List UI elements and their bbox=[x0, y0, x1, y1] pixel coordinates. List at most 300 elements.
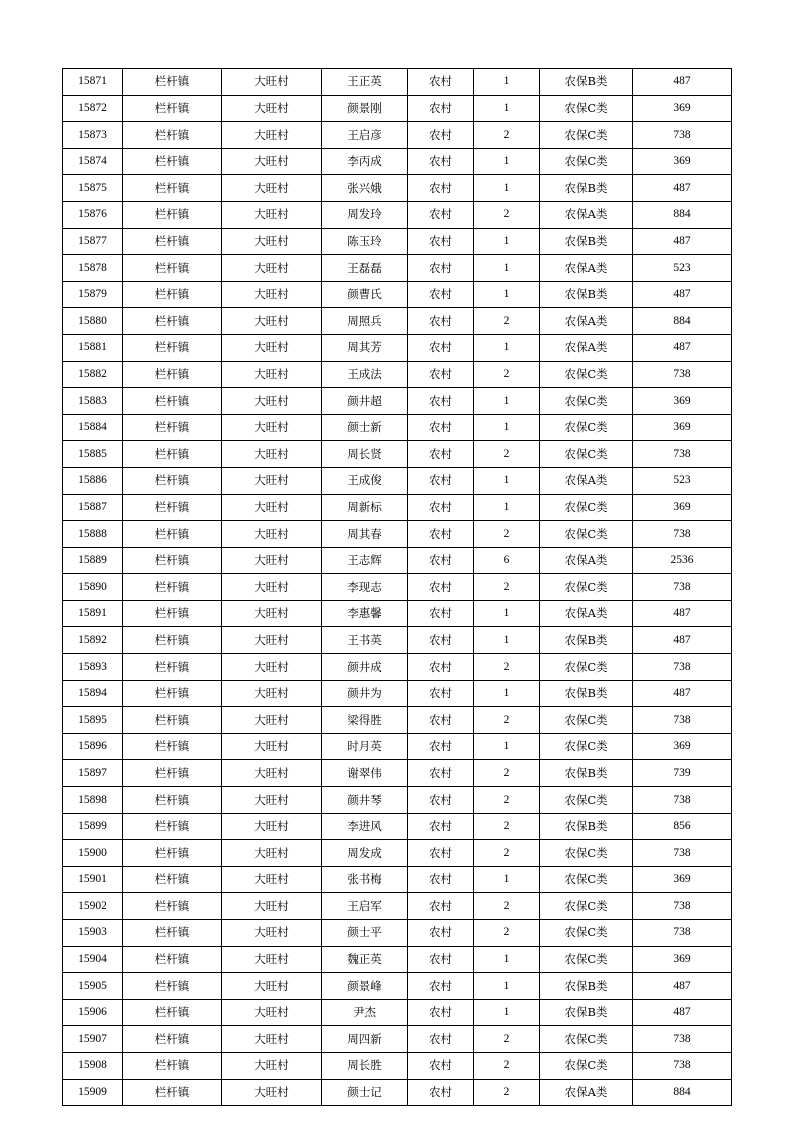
cell-person-count: 1 bbox=[474, 148, 540, 175]
cell-person-name: 颜井为 bbox=[322, 680, 408, 707]
cell-row-id: 15873 bbox=[63, 122, 123, 149]
cell-person-name: 尹杰 bbox=[322, 999, 408, 1026]
cell-category: 农保A类 bbox=[540, 308, 633, 335]
cell-row-id: 15908 bbox=[63, 1052, 123, 1079]
cell-row-id: 15876 bbox=[63, 201, 123, 228]
cell-household-type: 农村 bbox=[408, 574, 474, 601]
cell-township: 栏杆镇 bbox=[123, 308, 222, 335]
cell-amount: 487 bbox=[633, 175, 732, 202]
cell-amount: 738 bbox=[633, 521, 732, 548]
table-row bbox=[63, 441, 732, 468]
cell-village: 大旺村 bbox=[222, 201, 322, 228]
cell-row-id: 15893 bbox=[63, 654, 123, 681]
cell-person-count: 2 bbox=[474, 574, 540, 601]
cell-category: 农保C类 bbox=[540, 494, 633, 521]
cell-category: 农保B类 bbox=[540, 760, 633, 787]
cell-person-name: 时月英 bbox=[322, 733, 408, 760]
table-row bbox=[63, 95, 732, 122]
cell-township: 栏杆镇 bbox=[123, 760, 222, 787]
cell-township: 栏杆镇 bbox=[123, 361, 222, 388]
cell-household-type: 农村 bbox=[408, 707, 474, 734]
cell-person-name: 颜景刚 bbox=[322, 95, 408, 122]
cell-township: 栏杆镇 bbox=[123, 654, 222, 681]
cell-village: 大旺村 bbox=[222, 122, 322, 149]
cell-person-name: 周长贤 bbox=[322, 441, 408, 468]
cell-household-type: 农村 bbox=[408, 494, 474, 521]
cell-amount: 487 bbox=[633, 228, 732, 255]
cell-category: 农保C类 bbox=[540, 574, 633, 601]
cell-household-type: 农村 bbox=[408, 361, 474, 388]
cell-amount: 487 bbox=[633, 627, 732, 654]
cell-village: 大旺村 bbox=[222, 680, 322, 707]
table-row bbox=[63, 787, 732, 814]
cell-category: 农保B类 bbox=[540, 69, 633, 96]
table-row bbox=[63, 69, 732, 96]
cell-person-name: 张书梅 bbox=[322, 866, 408, 893]
table-row bbox=[63, 334, 732, 361]
cell-amount: 738 bbox=[633, 1052, 732, 1079]
cell-household-type: 农村 bbox=[408, 201, 474, 228]
cell-township: 栏杆镇 bbox=[123, 600, 222, 627]
cell-person-name: 周其春 bbox=[322, 521, 408, 548]
cell-category: 农保C类 bbox=[540, 654, 633, 681]
cell-row-id: 15882 bbox=[63, 361, 123, 388]
cell-category: 农保B类 bbox=[540, 680, 633, 707]
cell-village: 大旺村 bbox=[222, 787, 322, 814]
cell-village: 大旺村 bbox=[222, 1079, 322, 1106]
cell-person-name: 张兴娥 bbox=[322, 175, 408, 202]
cell-township: 栏杆镇 bbox=[123, 494, 222, 521]
table-row bbox=[63, 973, 732, 1000]
cell-township: 栏杆镇 bbox=[123, 840, 222, 867]
cell-row-id: 15909 bbox=[63, 1079, 123, 1106]
cell-row-id: 15897 bbox=[63, 760, 123, 787]
table-row bbox=[63, 467, 732, 494]
table-body bbox=[63, 69, 732, 1106]
cell-category: 农保C类 bbox=[540, 521, 633, 548]
cell-township: 栏杆镇 bbox=[123, 441, 222, 468]
cell-row-id: 15905 bbox=[63, 973, 123, 1000]
cell-person-name: 王成俊 bbox=[322, 467, 408, 494]
cell-amount: 523 bbox=[633, 467, 732, 494]
cell-amount: 369 bbox=[633, 866, 732, 893]
cell-person-count: 2 bbox=[474, 521, 540, 548]
cell-amount: 738 bbox=[633, 1026, 732, 1053]
cell-person-name: 王志辉 bbox=[322, 547, 408, 574]
cell-village: 大旺村 bbox=[222, 627, 322, 654]
cell-village: 大旺村 bbox=[222, 441, 322, 468]
cell-village: 大旺村 bbox=[222, 1026, 322, 1053]
cell-row-id: 15892 bbox=[63, 627, 123, 654]
table-row bbox=[63, 281, 732, 308]
cell-person-name: 陈玉玲 bbox=[322, 228, 408, 255]
cell-category: 农保C类 bbox=[540, 840, 633, 867]
cell-person-name: 周照兵 bbox=[322, 308, 408, 335]
cell-township: 栏杆镇 bbox=[123, 866, 222, 893]
cell-person-count: 1 bbox=[474, 494, 540, 521]
cell-village: 大旺村 bbox=[222, 707, 322, 734]
cell-category: 农保C类 bbox=[540, 733, 633, 760]
cell-household-type: 农村 bbox=[408, 654, 474, 681]
cell-village: 大旺村 bbox=[222, 600, 322, 627]
cell-household-type: 农村 bbox=[408, 840, 474, 867]
cell-household-type: 农村 bbox=[408, 813, 474, 840]
cell-category: 农保C类 bbox=[540, 148, 633, 175]
cell-person-count: 1 bbox=[474, 866, 540, 893]
cell-person-name: 周新标 bbox=[322, 494, 408, 521]
cell-amount: 487 bbox=[633, 334, 732, 361]
cell-household-type: 农村 bbox=[408, 973, 474, 1000]
cell-township: 栏杆镇 bbox=[123, 201, 222, 228]
cell-person-name: 周发玲 bbox=[322, 201, 408, 228]
cell-person-count: 1 bbox=[474, 627, 540, 654]
cell-amount: 738 bbox=[633, 920, 732, 947]
cell-category: 农保C类 bbox=[540, 787, 633, 814]
cell-household-type: 农村 bbox=[408, 946, 474, 973]
cell-category: 农保A类 bbox=[540, 334, 633, 361]
cell-amount: 738 bbox=[633, 574, 732, 601]
cell-village: 大旺村 bbox=[222, 840, 322, 867]
cell-category: 农保C类 bbox=[540, 95, 633, 122]
cell-person-count: 1 bbox=[474, 388, 540, 415]
cell-amount: 487 bbox=[633, 680, 732, 707]
cell-amount: 487 bbox=[633, 281, 732, 308]
cell-person-count: 1 bbox=[474, 228, 540, 255]
cell-category: 农保C类 bbox=[540, 893, 633, 920]
cell-township: 栏杆镇 bbox=[123, 813, 222, 840]
cell-row-id: 15904 bbox=[63, 946, 123, 973]
cell-row-id: 15883 bbox=[63, 388, 123, 415]
cell-household-type: 农村 bbox=[408, 733, 474, 760]
table-row bbox=[63, 707, 732, 734]
cell-household-type: 农村 bbox=[408, 1026, 474, 1053]
cell-township: 栏杆镇 bbox=[123, 175, 222, 202]
cell-township: 栏杆镇 bbox=[123, 521, 222, 548]
cell-amount: 856 bbox=[633, 813, 732, 840]
cell-category: 农保A类 bbox=[540, 201, 633, 228]
cell-household-type: 农村 bbox=[408, 893, 474, 920]
cell-township: 栏杆镇 bbox=[123, 148, 222, 175]
cell-row-id: 15881 bbox=[63, 334, 123, 361]
table-row bbox=[63, 175, 732, 202]
cell-person-count: 2 bbox=[474, 1079, 540, 1106]
cell-person-name: 魏正英 bbox=[322, 946, 408, 973]
cell-household-type: 农村 bbox=[408, 69, 474, 96]
cell-category: 农保B类 bbox=[540, 813, 633, 840]
cell-person-count: 1 bbox=[474, 680, 540, 707]
cell-category: 农保A类 bbox=[540, 1079, 633, 1106]
cell-household-type: 农村 bbox=[408, 441, 474, 468]
cell-village: 大旺村 bbox=[222, 733, 322, 760]
cell-person-name: 李丙成 bbox=[322, 148, 408, 175]
cell-row-id: 15871 bbox=[63, 69, 123, 96]
cell-person-name: 颜士新 bbox=[322, 414, 408, 441]
cell-household-type: 农村 bbox=[408, 547, 474, 574]
table-row bbox=[63, 255, 732, 282]
table-row bbox=[63, 122, 732, 149]
cell-household-type: 农村 bbox=[408, 175, 474, 202]
cell-township: 栏杆镇 bbox=[123, 69, 222, 96]
cell-household-type: 农村 bbox=[408, 680, 474, 707]
cell-township: 栏杆镇 bbox=[123, 973, 222, 1000]
cell-amount: 369 bbox=[633, 95, 732, 122]
cell-amount: 487 bbox=[633, 69, 732, 96]
cell-township: 栏杆镇 bbox=[123, 733, 222, 760]
cell-township: 栏杆镇 bbox=[123, 281, 222, 308]
cell-township: 栏杆镇 bbox=[123, 228, 222, 255]
cell-person-count: 1 bbox=[474, 69, 540, 96]
table-row bbox=[63, 866, 732, 893]
cell-person-count: 2 bbox=[474, 920, 540, 947]
cell-amount: 369 bbox=[633, 494, 732, 521]
cell-amount: 369 bbox=[633, 414, 732, 441]
cell-category: 农保B类 bbox=[540, 281, 633, 308]
cell-township: 栏杆镇 bbox=[123, 680, 222, 707]
cell-row-id: 15888 bbox=[63, 521, 123, 548]
cell-row-id: 15887 bbox=[63, 494, 123, 521]
cell-township: 栏杆镇 bbox=[123, 920, 222, 947]
cell-person-name: 王书英 bbox=[322, 627, 408, 654]
cell-row-id: 15898 bbox=[63, 787, 123, 814]
cell-household-type: 农村 bbox=[408, 388, 474, 415]
cell-township: 栏杆镇 bbox=[123, 1079, 222, 1106]
cell-category: 农保C类 bbox=[540, 946, 633, 973]
cell-household-type: 农村 bbox=[408, 148, 474, 175]
cell-household-type: 农村 bbox=[408, 334, 474, 361]
cell-household-type: 农村 bbox=[408, 600, 474, 627]
cell-person-count: 1 bbox=[474, 95, 540, 122]
cell-village: 大旺村 bbox=[222, 866, 322, 893]
cell-village: 大旺村 bbox=[222, 414, 322, 441]
cell-category: 农保C类 bbox=[540, 414, 633, 441]
cell-person-count: 2 bbox=[474, 893, 540, 920]
cell-village: 大旺村 bbox=[222, 69, 322, 96]
cell-person-count: 2 bbox=[474, 308, 540, 335]
table-row bbox=[63, 654, 732, 681]
table-row bbox=[63, 361, 732, 388]
beneficiary-table bbox=[62, 68, 732, 1106]
table-row bbox=[63, 999, 732, 1026]
table-row bbox=[63, 760, 732, 787]
table-row bbox=[63, 201, 732, 228]
cell-category: 农保C类 bbox=[540, 388, 633, 415]
cell-row-id: 15891 bbox=[63, 600, 123, 627]
cell-person-count: 1 bbox=[474, 467, 540, 494]
cell-township: 栏杆镇 bbox=[123, 388, 222, 415]
cell-township: 栏杆镇 bbox=[123, 787, 222, 814]
cell-person-name: 王成法 bbox=[322, 361, 408, 388]
cell-village: 大旺村 bbox=[222, 946, 322, 973]
cell-person-count: 1 bbox=[474, 414, 540, 441]
cell-category: 农保B类 bbox=[540, 627, 633, 654]
cell-amount: 738 bbox=[633, 893, 732, 920]
cell-person-count: 1 bbox=[474, 334, 540, 361]
cell-village: 大旺村 bbox=[222, 547, 322, 574]
cell-village: 大旺村 bbox=[222, 760, 322, 787]
cell-person-count: 2 bbox=[474, 840, 540, 867]
cell-household-type: 农村 bbox=[408, 122, 474, 149]
cell-amount: 369 bbox=[633, 946, 732, 973]
table-row bbox=[63, 388, 732, 415]
cell-row-id: 15885 bbox=[63, 441, 123, 468]
cell-person-name: 颜井成 bbox=[322, 654, 408, 681]
cell-household-type: 农村 bbox=[408, 467, 474, 494]
cell-row-id: 15879 bbox=[63, 281, 123, 308]
table-row bbox=[63, 840, 732, 867]
table-row bbox=[63, 600, 732, 627]
cell-person-count: 2 bbox=[474, 1052, 540, 1079]
cell-village: 大旺村 bbox=[222, 255, 322, 282]
cell-village: 大旺村 bbox=[222, 920, 322, 947]
cell-household-type: 农村 bbox=[408, 521, 474, 548]
cell-village: 大旺村 bbox=[222, 361, 322, 388]
table-row bbox=[63, 547, 732, 574]
cell-row-id: 15899 bbox=[63, 813, 123, 840]
cell-row-id: 15896 bbox=[63, 733, 123, 760]
table-row bbox=[63, 414, 732, 441]
table-row bbox=[63, 680, 732, 707]
cell-row-id: 15906 bbox=[63, 999, 123, 1026]
cell-person-name: 李现志 bbox=[322, 574, 408, 601]
cell-village: 大旺村 bbox=[222, 893, 322, 920]
cell-amount: 884 bbox=[633, 308, 732, 335]
cell-village: 大旺村 bbox=[222, 308, 322, 335]
cell-amount: 369 bbox=[633, 388, 732, 415]
cell-household-type: 农村 bbox=[408, 281, 474, 308]
cell-category: 农保C类 bbox=[540, 1026, 633, 1053]
cell-village: 大旺村 bbox=[222, 999, 322, 1026]
cell-row-id: 15902 bbox=[63, 893, 123, 920]
cell-township: 栏杆镇 bbox=[123, 627, 222, 654]
cell-household-type: 农村 bbox=[408, 760, 474, 787]
cell-household-type: 农村 bbox=[408, 95, 474, 122]
cell-person-name: 颜景峰 bbox=[322, 973, 408, 1000]
cell-person-name: 李惠馨 bbox=[322, 600, 408, 627]
cell-household-type: 农村 bbox=[408, 255, 474, 282]
cell-person-name: 王正英 bbox=[322, 69, 408, 96]
cell-household-type: 农村 bbox=[408, 1079, 474, 1106]
cell-row-id: 15895 bbox=[63, 707, 123, 734]
cell-household-type: 农村 bbox=[408, 920, 474, 947]
cell-township: 栏杆镇 bbox=[123, 414, 222, 441]
cell-amount: 738 bbox=[633, 361, 732, 388]
cell-row-id: 15889 bbox=[63, 547, 123, 574]
table-row bbox=[63, 946, 732, 973]
cell-amount: 738 bbox=[633, 840, 732, 867]
cell-village: 大旺村 bbox=[222, 813, 322, 840]
cell-township: 栏杆镇 bbox=[123, 707, 222, 734]
cell-person-name: 李进风 bbox=[322, 813, 408, 840]
cell-row-id: 15880 bbox=[63, 308, 123, 335]
cell-amount: 487 bbox=[633, 600, 732, 627]
table-row bbox=[63, 920, 732, 947]
cell-person-name: 周其芳 bbox=[322, 334, 408, 361]
cell-person-count: 2 bbox=[474, 1026, 540, 1053]
cell-village: 大旺村 bbox=[222, 95, 322, 122]
cell-household-type: 农村 bbox=[408, 414, 474, 441]
cell-category: 农保B类 bbox=[540, 228, 633, 255]
cell-person-count: 1 bbox=[474, 175, 540, 202]
cell-person-name: 颜曹氏 bbox=[322, 281, 408, 308]
cell-household-type: 农村 bbox=[408, 866, 474, 893]
cell-village: 大旺村 bbox=[222, 228, 322, 255]
cell-row-id: 15877 bbox=[63, 228, 123, 255]
cell-category: 农保B类 bbox=[540, 999, 633, 1026]
cell-person-name: 颜士记 bbox=[322, 1079, 408, 1106]
cell-person-count: 1 bbox=[474, 973, 540, 1000]
cell-village: 大旺村 bbox=[222, 175, 322, 202]
cell-village: 大旺村 bbox=[222, 494, 322, 521]
cell-village: 大旺村 bbox=[222, 148, 322, 175]
cell-township: 栏杆镇 bbox=[123, 334, 222, 361]
cell-person-name: 王启军 bbox=[322, 893, 408, 920]
cell-amount: 523 bbox=[633, 255, 732, 282]
cell-person-count: 1 bbox=[474, 946, 540, 973]
cell-township: 栏杆镇 bbox=[123, 999, 222, 1026]
cell-amount: 369 bbox=[633, 148, 732, 175]
cell-person-count: 1 bbox=[474, 600, 540, 627]
cell-person-count: 2 bbox=[474, 813, 540, 840]
cell-category: 农保C类 bbox=[540, 920, 633, 947]
cell-person-count: 2 bbox=[474, 361, 540, 388]
table-row bbox=[63, 1079, 732, 1106]
cell-person-count: 2 bbox=[474, 201, 540, 228]
cell-row-id: 15878 bbox=[63, 255, 123, 282]
cell-row-id: 15875 bbox=[63, 175, 123, 202]
cell-amount: 487 bbox=[633, 999, 732, 1026]
cell-person-count: 1 bbox=[474, 255, 540, 282]
table-row bbox=[63, 228, 732, 255]
cell-person-name: 颜井琴 bbox=[322, 787, 408, 814]
cell-person-count: 2 bbox=[474, 654, 540, 681]
table-row bbox=[63, 148, 732, 175]
cell-village: 大旺村 bbox=[222, 467, 322, 494]
table-row bbox=[63, 893, 732, 920]
cell-village: 大旺村 bbox=[222, 1052, 322, 1079]
cell-category: 农保A类 bbox=[540, 255, 633, 282]
cell-amount: 369 bbox=[633, 733, 732, 760]
cell-township: 栏杆镇 bbox=[123, 95, 222, 122]
cell-village: 大旺村 bbox=[222, 973, 322, 1000]
cell-category: 农保C类 bbox=[540, 361, 633, 388]
cell-amount: 738 bbox=[633, 707, 732, 734]
cell-township: 栏杆镇 bbox=[123, 122, 222, 149]
cell-row-id: 15907 bbox=[63, 1026, 123, 1053]
cell-person-name: 颜井超 bbox=[322, 388, 408, 415]
cell-township: 栏杆镇 bbox=[123, 893, 222, 920]
cell-person-count: 1 bbox=[474, 999, 540, 1026]
cell-category: 农保A类 bbox=[540, 467, 633, 494]
cell-row-id: 15903 bbox=[63, 920, 123, 947]
cell-household-type: 农村 bbox=[408, 627, 474, 654]
cell-amount: 2536 bbox=[633, 547, 732, 574]
cell-person-name: 周四新 bbox=[322, 1026, 408, 1053]
cell-amount: 487 bbox=[633, 973, 732, 1000]
cell-person-name: 周发成 bbox=[322, 840, 408, 867]
cell-township: 栏杆镇 bbox=[123, 1026, 222, 1053]
cell-household-type: 农村 bbox=[408, 999, 474, 1026]
cell-person-count: 2 bbox=[474, 122, 540, 149]
table-row bbox=[63, 308, 732, 335]
cell-amount: 738 bbox=[633, 787, 732, 814]
cell-person-count: 2 bbox=[474, 787, 540, 814]
cell-category: 农保A类 bbox=[540, 547, 633, 574]
cell-person-count: 6 bbox=[474, 547, 540, 574]
cell-amount: 739 bbox=[633, 760, 732, 787]
cell-category: 农保B类 bbox=[540, 175, 633, 202]
cell-person-count: 1 bbox=[474, 733, 540, 760]
cell-township: 栏杆镇 bbox=[123, 255, 222, 282]
